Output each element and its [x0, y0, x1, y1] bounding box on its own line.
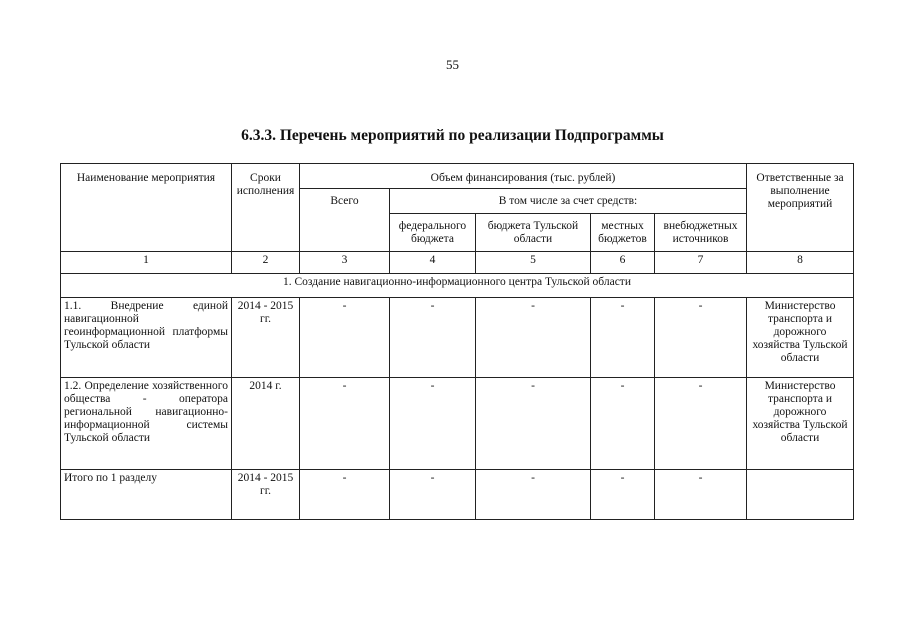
- activities-table: [60, 163, 854, 520]
- table-row-total: [61, 470, 854, 520]
- row-regional: -: [476, 298, 591, 378]
- row-extra: -: [655, 298, 747, 378]
- header-terms: Сроки исполнения: [232, 164, 300, 252]
- table-row: [61, 298, 854, 378]
- header-name: Наименование мероприятия: [61, 164, 232, 252]
- row-total: -: [300, 470, 390, 520]
- row-term: 2014 - 2015 гг.: [232, 298, 300, 378]
- column-number: 5: [476, 252, 591, 274]
- table-row: [61, 378, 854, 470]
- row-term: 2014 г.: [232, 378, 300, 470]
- row-local: -: [591, 298, 655, 378]
- row-responsible: [747, 470, 854, 520]
- header-federal: федерального бюджета: [390, 214, 476, 252]
- column-number: 6: [591, 252, 655, 274]
- column-number: 8: [747, 252, 854, 274]
- header-regional: бюджета Тульской области: [476, 214, 591, 252]
- header-total: Всего: [300, 189, 390, 252]
- row-total: -: [300, 378, 390, 470]
- row-responsible: Министерство транспорта и дорожного хозяйства Тульской области: [747, 378, 854, 470]
- row-responsible: Министерство транспорта и дорожного хозяйства Тульской области: [747, 298, 854, 378]
- column-number: 3: [300, 252, 390, 274]
- row-regional: -: [476, 378, 591, 470]
- row-local: -: [591, 378, 655, 470]
- row-federal: -: [390, 470, 476, 520]
- row-federal: -: [390, 298, 476, 378]
- header-responsible: Ответственные за выполнение мероприятий: [747, 164, 854, 252]
- row-total: -: [300, 298, 390, 378]
- header-local: местных бюджетов: [591, 214, 655, 252]
- column-number: 1: [61, 252, 232, 274]
- row-extra: -: [655, 378, 747, 470]
- column-numbers-row: [61, 252, 854, 274]
- row-extra: -: [655, 470, 747, 520]
- row-name: Итого по 1 разделу: [61, 470, 232, 520]
- column-number: 2: [232, 252, 300, 274]
- row-federal: -: [390, 378, 476, 470]
- header-financing: Объем финансирования (тыс. рублей): [300, 164, 747, 189]
- row-local: -: [591, 470, 655, 520]
- row-name: 1.1. Внедрение единой навигационной геоинформационной платформы Тульской области: [61, 298, 232, 378]
- section-title: 1. Создание навигационно-информационного центра Тульской области: [61, 274, 854, 298]
- header-extra: внебюджетных источников: [655, 214, 747, 252]
- column-number: 4: [390, 252, 476, 274]
- row-name: 1.2. Определение хозяйственного общества - оператора региональной навигационно-информационной системы Тульской области: [61, 378, 232, 470]
- row-regional: -: [476, 470, 591, 520]
- page-title: 6.3.3. Перечень мероприятий по реализации Подпрограммы: [241, 127, 664, 144]
- row-term: 2014 - 2015 гг.: [232, 470, 300, 520]
- header-including: В том числе за счет средств:: [390, 189, 747, 214]
- column-number: 7: [655, 252, 747, 274]
- page-number: 55: [446, 57, 459, 72]
